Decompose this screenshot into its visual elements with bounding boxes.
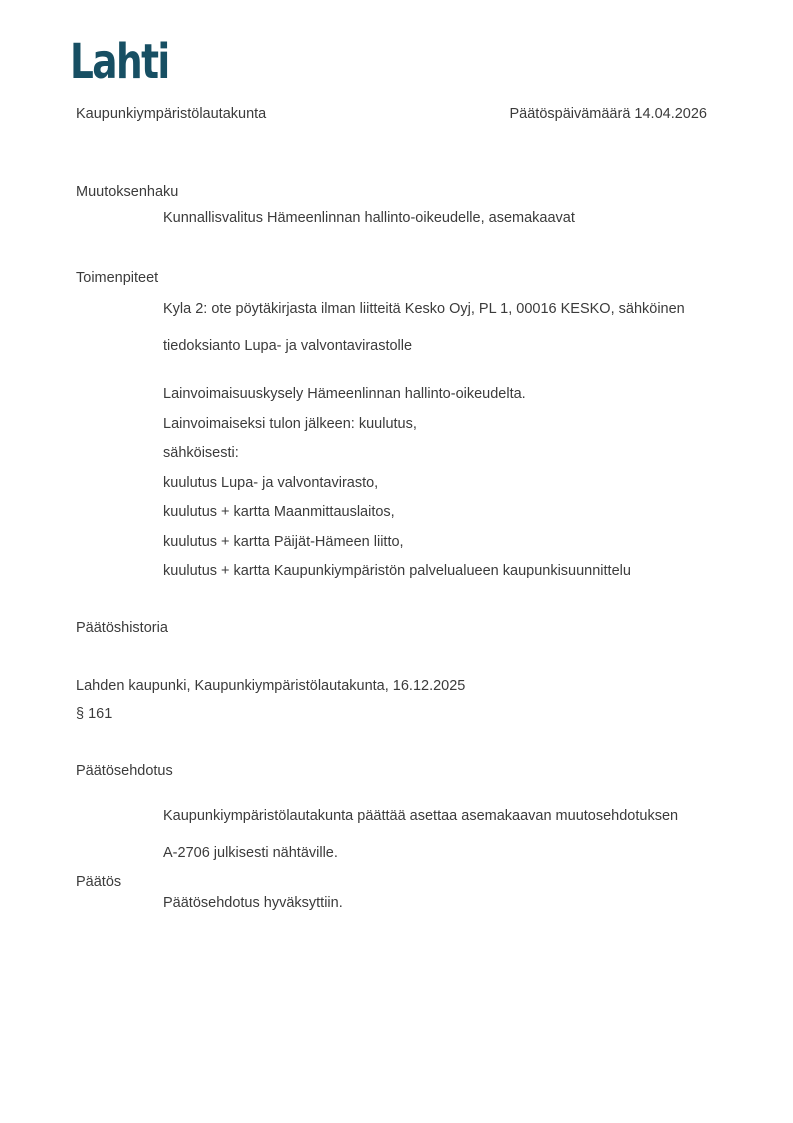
section-heading-paatoshistoria: Päätöshistoria <box>76 620 168 636</box>
toimenpiteet-line: sähköisesti: <box>163 445 239 461</box>
toimenpiteet-line: kuulutus + kartta Maanmittauslaitos, <box>163 504 395 520</box>
toimenpiteet-line: kuulutus + kartta Kaupunkiympäristön palvelualueen kaupunkisuunnittelu <box>163 563 631 579</box>
section-heading-paatosehdotus: Päätösehdotus <box>76 763 173 779</box>
lahti-logo: Lahti <box>70 34 169 90</box>
document-header <box>76 104 707 124</box>
section-heading-toimenpiteet: Toimenpiteet <box>76 270 159 286</box>
toimenpiteet-line: Lainvoimaisuuskysely Hämeenlinnan hallinto-oikeudelta. <box>163 386 526 402</box>
toimenpiteet-line: kuulutus + kartta Päijät-Hämeen liitto, <box>163 533 404 550</box>
header-committee: Kaupunkiympäristölautakunta <box>76 106 267 122</box>
toimenpiteet-line: Lainvoimaiseksi tulon jälkeen: kuulutus, <box>163 415 417 432</box>
paatoshistoria-section-ref: § 161 <box>76 706 113 722</box>
muutoksenhaku-body: Kunnallisvalitus Hämeenlinnan hallinto-oikeudelle, asemakaavat <box>163 210 575 226</box>
toimenpiteet-list <box>163 380 723 587</box>
paatoshistoria-source: Lahden kaupunki, Kaupunkiympäristölautakunta, 16.12.2025 <box>76 678 466 694</box>
toimenpiteet-line: kuulutus Lupa- ja valvontavirasto, <box>163 474 379 491</box>
header-decision-date: Päätöspäivämäärä 14.04.2026 <box>509 106 707 122</box>
paatos-body: Päätösehdotus hyväksyttiin. <box>163 895 343 911</box>
section-heading-muutoksenhaku: Muutoksenhaku <box>76 184 179 200</box>
paatosehdotus-body: Kaupunkiympäristölautakunta päättää asettaa asemakaavan muutosehdotuksen A-2706 julkisesti nähtäville. <box>163 808 679 861</box>
section-heading-paatos: Päätös <box>76 874 122 890</box>
toimenpiteet-paragraph: Kyla 2: ote pöytäkirjasta ilman liitteitä Kesko Oyj, PL 1, 00016 KESKO, sähköinen tiedoksianto Lupa- ja valvontavirastolle <box>163 301 685 354</box>
